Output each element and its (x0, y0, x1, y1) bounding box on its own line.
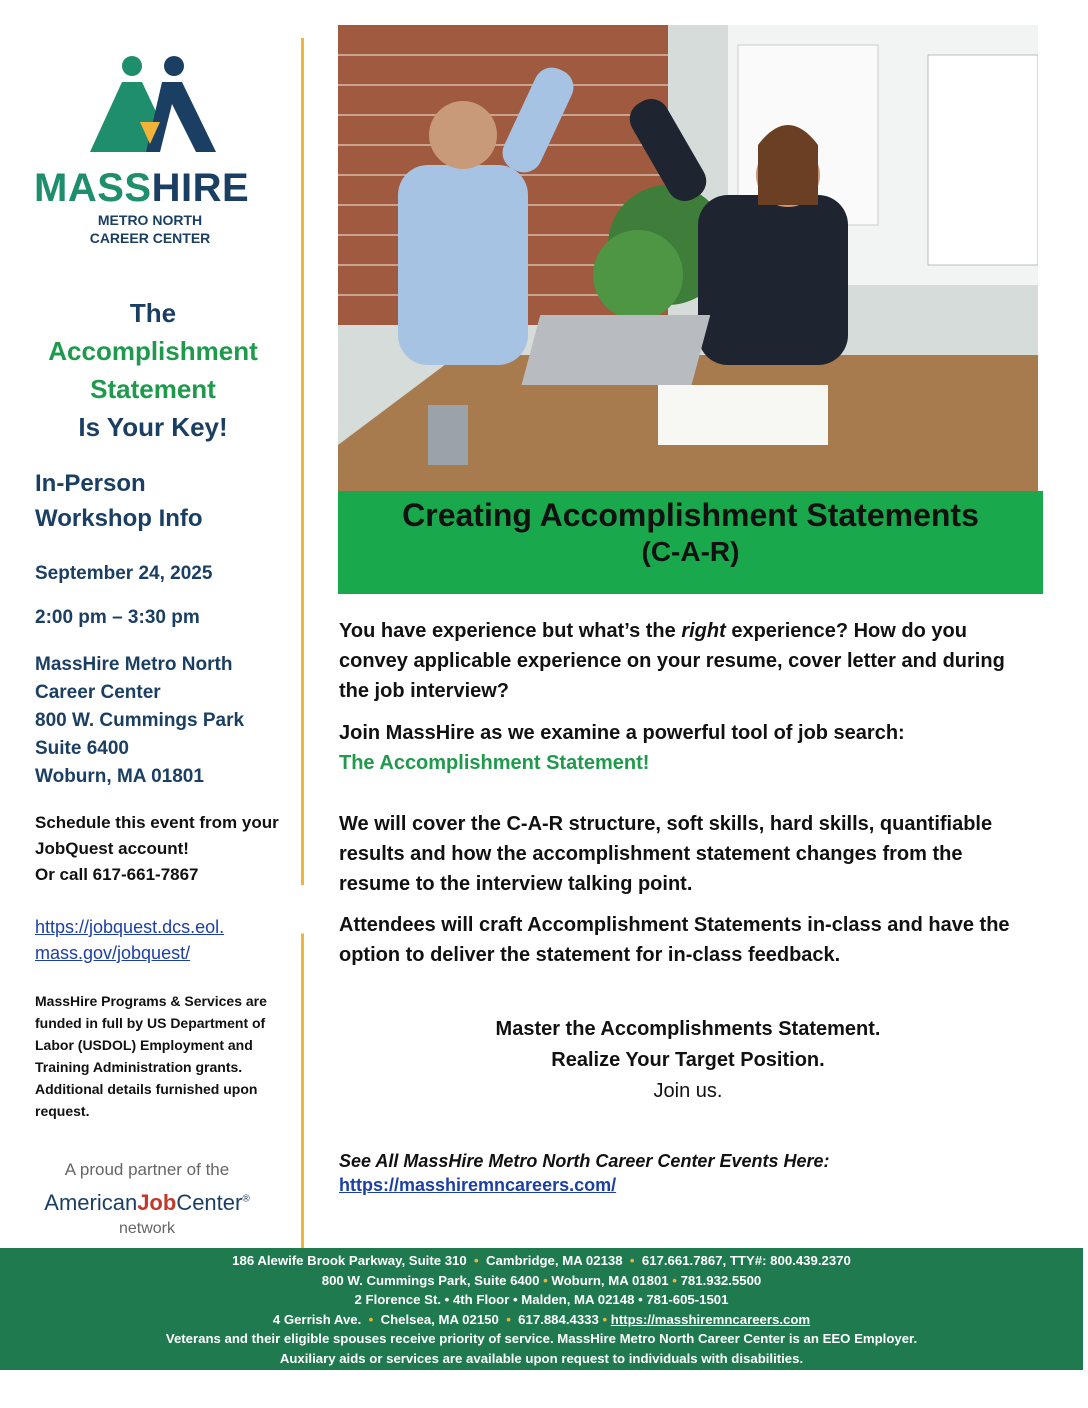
masshire-figures-icon (88, 52, 288, 162)
headline-line-3: Statement (90, 374, 216, 404)
events-link[interactable]: https://masshiremncareers.com/ (339, 1175, 617, 1195)
masshire-logo (32, 52, 277, 252)
closing-line-3: Join us. (653, 1080, 723, 1102)
join-text: Join MassHire as we examine a powerful tool of job search: (339, 722, 905, 744)
funding-line: Additional details furnished upon (35, 1081, 258, 1097)
footer (0, 1248, 1083, 1370)
masshire-wordmark: MASSHIRE (34, 166, 250, 210)
event-address (35, 651, 244, 791)
cover-paragraph: We will cover the C-A-R structure, soft skills, hard skills, quantifiable results and how the accomplishment statement changes from the resume to the interview talking point. (339, 813, 993, 895)
address-line: Career Center (35, 682, 161, 703)
photo-illustration (338, 25, 1038, 491)
event-date: September 24, 2025 (35, 563, 213, 584)
footer-row-4: 4 Gerrish Ave. • Chelsea, MA 02150 • 617.884.4333 • https://masshiremncareers.com (272, 1311, 811, 1327)
headline-line-1: The (129, 298, 177, 328)
schedule-info (35, 810, 279, 888)
workshop-line-1: In-Person (35, 470, 146, 497)
funding-line: funded in full by US Department of (35, 1015, 266, 1031)
jobquest-link[interactable] (35, 914, 224, 966)
join-paragraph (339, 718, 1039, 778)
closing-line-2: Realize Your Target Position. (551, 1049, 825, 1071)
logo-subtitle-2: CAREER CENTER (89, 230, 211, 246)
jobquest-link-line: https://jobquest.dcs.eol. (35, 917, 225, 937)
headline-line-4: Is Your Key! (78, 412, 228, 442)
headline (30, 294, 276, 446)
intro-paragraph: You have experience but what’s the right experience? How do you convey applicable experience on your resume, cover letter and during the job interview? (339, 620, 1005, 702)
funding-statement (35, 990, 305, 1122)
headline-line-2: Accomplishment (48, 336, 258, 366)
banner-subtitle: (C-A-R) (641, 536, 740, 567)
address-line: Suite 6400 (35, 738, 129, 759)
closing-message (338, 1014, 1038, 1107)
workshop-line-2: Workshop Info (35, 505, 203, 532)
event-time: 2:00 pm – 3:30 pm (35, 607, 200, 628)
funding-line: MassHire Programs & Services are (35, 993, 267, 1009)
american-job-center-logo: AmericanJobCenter® (44, 1190, 250, 1215)
attendees-paragraph: Attendees will craft Accomplishment Statements in-class and have the option to deliver the statement for in-class feedback. (339, 914, 1010, 966)
footer-row-6: Auxiliary aids or services are available upon request to individuals with disabilities. (279, 1350, 804, 1366)
footer-row-1: 186 Alewife Brook Parkway, Suite 310 • Cambridge, MA 02138 • 617.661.7867, TTY#: 800.439.2370 (232, 1253, 851, 1268)
address-line: Woburn, MA 01801 (35, 766, 204, 787)
closing-line-1: Master the Accomplishments Statement. (495, 1018, 881, 1040)
banner-title: Creating Accomplishment Statements (402, 497, 979, 533)
workshop-heading (35, 466, 203, 536)
partner-text: A proud partner of the (64, 1160, 230, 1179)
footer-website-link[interactable]: https://masshiremncareers.com (610, 1311, 811, 1327)
schedule-line: Or call 617-661-7867 (35, 865, 199, 884)
schedule-line: JobQuest account! (35, 839, 189, 858)
footer-row-5: Veterans and their eligible spouses receive priority of service. MassHire Metro North Career Center is an EEO Employer. (165, 1331, 918, 1347)
funding-line: Labor (USDOL) Employment and (35, 1037, 253, 1053)
footer-row-2: 800 W. Cummings Park, Suite 6400 • Woburn, MA 01801 • 781.932.5500 (321, 1272, 762, 1288)
join-highlight: The Accomplishment Statement! (339, 752, 650, 774)
partner-network: network (118, 1220, 176, 1237)
address-line: 800 W. Cummings Park (35, 710, 245, 731)
schedule-line: Schedule this event from your (35, 813, 279, 832)
jobquest-link-line: mass.gov/jobquest/ (35, 943, 191, 963)
events-label: See All MassHire Metro North Career Center Events Here: (339, 1151, 830, 1171)
office-high-five-photo (338, 25, 1038, 491)
footer-row-3: 2 Florence St. • 4th Floor • Malden, MA 02148 • 781-605-1501 (354, 1292, 729, 1308)
title-banner (338, 491, 1043, 594)
funding-line: request. (35, 1103, 90, 1119)
funding-line: Training Administration grants. (35, 1059, 243, 1075)
logo-subtitle-1: METRO NORTH (97, 212, 203, 228)
address-line: MassHire Metro North (35, 654, 233, 675)
partner-block (32, 1160, 262, 1238)
